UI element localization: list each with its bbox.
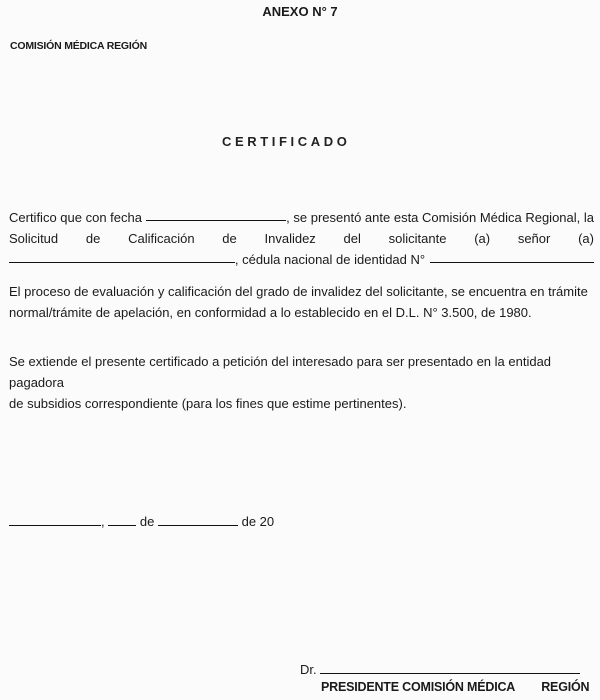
- paragraph-line: [9, 207, 594, 228]
- paragraph-line-justified: [9, 228, 594, 249]
- signature-line: [300, 660, 580, 677]
- word: (a): [474, 231, 491, 246]
- document-title: CERTIFICADO: [222, 134, 351, 149]
- comma: ,: [101, 514, 105, 529]
- commission-region-label: COMISIÓN MÉDICA REGIÓN: [10, 40, 147, 52]
- day-blank-field[interactable]: [108, 512, 136, 526]
- paragraph-line: El proceso de evaluación y calificación del grado de invalidez del solicitante, se encuentra en trámite: [9, 284, 588, 299]
- month-blank-field[interactable]: [158, 512, 238, 526]
- paragraph-purpose: [9, 351, 594, 414]
- word: Invalidez: [264, 231, 316, 246]
- id-number-blank-field[interactable]: [430, 249, 594, 263]
- paragraph-line: [9, 249, 594, 270]
- text-de: de: [139, 514, 155, 529]
- annex-number: ANEXO N° 7: [262, 4, 338, 19]
- paragraph-certification: [9, 207, 594, 270]
- paragraph-process-status: [9, 281, 594, 323]
- text-certifico: Certifico que con fecha: [9, 210, 142, 225]
- signature-blank-field[interactable]: [320, 660, 580, 674]
- word: señor: [517, 231, 551, 246]
- date-blank-field[interactable]: [146, 207, 286, 221]
- word: solicitante: [388, 231, 447, 246]
- word: del: [343, 231, 361, 246]
- word: de: [222, 231, 237, 246]
- word: Solicitud: [9, 231, 59, 246]
- role-president: PRESIDENTE COMISIÓN MÉDICA: [321, 680, 515, 694]
- word: (a): [578, 231, 594, 246]
- role-region: REGIÓN: [541, 680, 590, 694]
- paragraph-line: Se extiende el presente certificado a petición del interesado para ser presentado en la entidad pagadora: [9, 354, 552, 390]
- paragraph-line: de subsidios correspondiente (para los fines que estime pertinentes).: [9, 396, 407, 411]
- word: de: [85, 231, 101, 246]
- text-de-year: de 20: [241, 514, 275, 529]
- text-cedula: , cédula nacional de identidad N°: [234, 252, 426, 267]
- dr-label: Dr.: [300, 662, 317, 677]
- applicant-name-blank-field[interactable]: [9, 249, 235, 263]
- city-blank-field[interactable]: [9, 512, 101, 526]
- signatory-role: [321, 680, 589, 694]
- date-line: [9, 512, 274, 529]
- text-se-presento: , se presentó ante esta Comisión Médica Regional, la: [286, 210, 594, 225]
- word: Calificación: [128, 231, 195, 246]
- paragraph-line: normal/trámite de apelación, en conformidad a lo establecido en el D.L. N° 3.500, de 1980.: [9, 305, 532, 320]
